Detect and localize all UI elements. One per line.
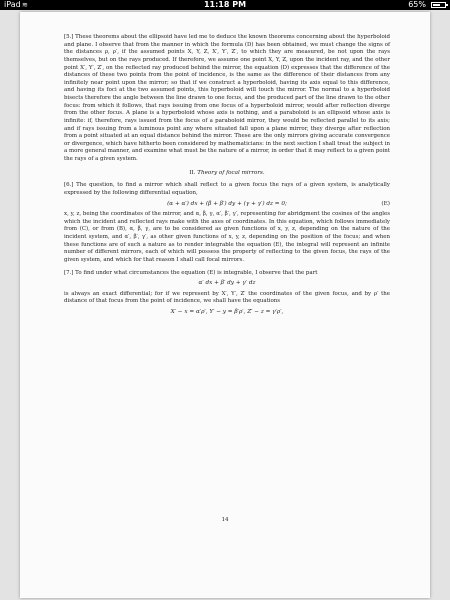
paragraph-5: [5.] These theorems about the ellipsoid have led me to deduce the known theorems concerning about the hyperboloid and plane. I observe that from the manner in which the formula (D) has been obtained, we must change the signs of the distances ρ, ρ′, if the assumed points X, Y, Z, X′, Y′, Z′, to which they are measured, be not upon the rays themselves, but on the rays produced. If therefore, we assume one point X, Y, Z, upon the incident ray, and the other point X′, Y′, Z′, on the reflected ray produced behind the mirror, the equation (D) expresses that the difference of the distances of these two points from the point of incidence, is the same as the difference of their distances from any infinitely near point upon the mirror; so that if we construct a hyperboloid, having its axis equal to this difference, and having its foci at the two assumed points, this hyperboloid will touch the mirror. The normal to a hyperboloid bisects therefore the angle between the line drawn to one focus, and the produced part of the line drawn to the other focus: from which it follows, that rays issuing from one focus of a hyperboloid mirror, would after reflection diverge from the other focus. A plane is a hyperboloid whose axis is nothing, and a paraboloid is an ellipsoid whose axis is infinite: if, therefore, rays issued from the focus of a paraboloid mirror, they would be reflected parallel to its axis; and if rays issuing from a luminous point any where situated fall upon a plane mirror, they diverge after reflection from a point situated at an equal distance behind the mirror. These are the only mirrors giving accurate convergence or divergence, which have hitherto been considered by mathematicians: in the next section I shall treat the subject in a more general manner, and examine what must be the nature of a mirror, in order that it may reflect to a given point the rays of a given system. [64,34,390,162]
section-number: II. [189,169,196,176]
equation-part [64,280,390,288]
battery-icon [431,2,446,8]
battery-nub [446,4,448,6]
page-number: 14 [221,517,229,523]
equation-last [64,309,390,317]
section-heading [64,170,390,178]
page-content [64,34,390,320]
paragraph-7-continued: is always an exact differential; for if we represent by X′, Y′, Z′ the coordinates of the given focus, and by ρ′ the distance of that focus from the point of incidence, we shall have the equations [64,290,390,305]
equation-last-body: X′ − x = α′ρ′, Y′ − y = β′ρ′, Z′ − z = γ′ρ′, [170,309,284,315]
wifi-icon: ≋ [22,1,28,9]
device-name: iPad [4,0,21,9]
equation-e-tag: (E) [381,200,390,207]
clock: 11:18 PM [203,0,247,9]
equation-e [64,201,390,209]
equation-e-body: (α + α′) dx + (β + β′) dy + (γ + γ′) dz = 0; [167,200,287,207]
battery-percentage: 65% [408,0,426,9]
paragraph-6: [6.] The question, to find a mirror which shall reflect to a given focus the rays of a given system, is analytically expressed by the following differential equation, [64,182,390,196]
document-page[interactable] [20,12,430,598]
paragraph-7: [7.] To find under what circumstances the equation (E) is integrable, I observe that the part [64,269,318,276]
paragraph-6-continued: x, y, z, being the coordinates of the mirror, and α, β, γ, α′, β′, γ′, representing for abridgment the cosines of the angles which the incident and reflected rays make with the axes of coordinates. In this equation, which follows immediately from (C), or from (B), α, β, γ, are to be considered as given functions of x, y, z, depending on the nature of the incident system, and α′, β′, γ′, as other given functions of x, y, z, depending on the position of the focus; and when these functions are of such a nature as to render integrable the equation (E), the integral will represent an infinite number of different mirrors, each of which will possess the property of reflecting to the given focus, the rays of the given system, and which for that reason I shall call focal mirrors. [64,211,390,263]
battery-level [433,4,440,6]
status-bar [0,0,450,10]
section-title: Theory of focal mirrors. [197,169,265,176]
equation-part-body: α′ dx + β′ dy + γ′ dz [198,280,256,287]
